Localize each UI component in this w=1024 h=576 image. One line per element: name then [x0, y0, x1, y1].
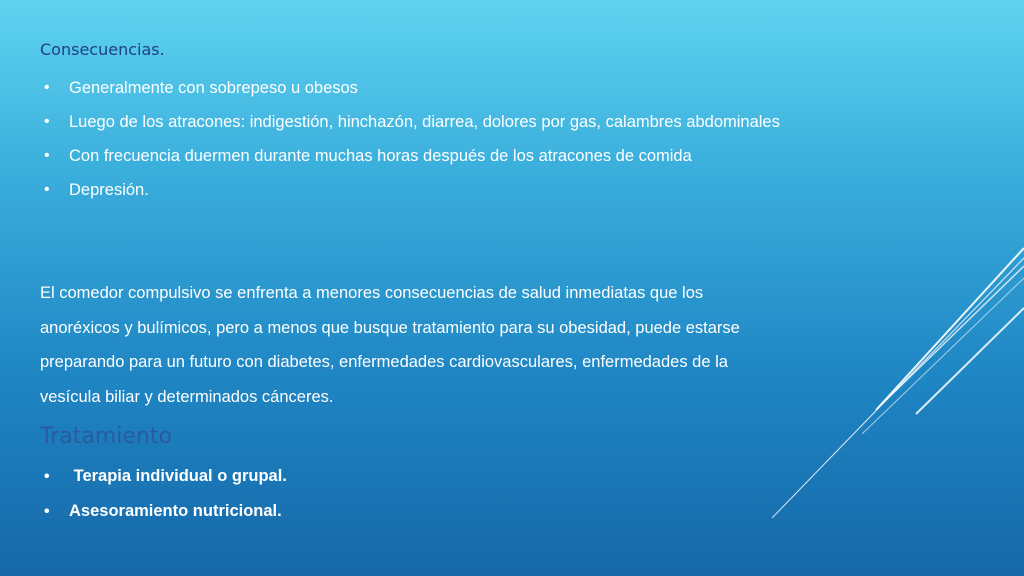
body-paragraph: El comedor compulsivo se enfrenta a menores consecuencias de salud inmediatas que los anoréxicos y bulímicos, pero a menos que busque tratamiento para su obesidad, puede estarse preparando para un futuro con diabetes, enfermedades cardiovasculares, enfermedades de la vesícula biliar y determinados cánceres.	[40, 284, 740, 406]
list-item	[40, 139, 800, 173]
section-heading-tratamiento: Tratamiento	[40, 424, 172, 449]
deco-line-4	[862, 278, 1024, 434]
bullet-icon: •	[44, 147, 50, 164]
bullet-icon: •	[44, 503, 50, 520]
deco-line-5	[772, 258, 1024, 518]
section-heading-consecuencias: Consecuencias.	[40, 40, 165, 59]
list-item	[40, 105, 800, 139]
list-item	[40, 71, 800, 105]
bullet-icon: •	[44, 181, 50, 198]
treatment-list	[40, 459, 800, 529]
deco-line-2	[882, 266, 1024, 404]
bullet-icon: •	[44, 468, 50, 485]
list-item-text: Depresión.	[69, 181, 149, 199]
deco-line-3	[916, 308, 1024, 414]
list-item-text: Terapia individual o grupal.	[69, 467, 287, 485]
list-item-text: Con frecuencia duermen durante muchas horas después de los atracones de comida	[69, 147, 692, 165]
bullet-icon: •	[44, 113, 50, 130]
list-item	[40, 173, 800, 207]
list-item-text: Asesoramiento nutricional.	[69, 502, 282, 520]
consequences-list	[40, 71, 800, 207]
list-item	[40, 459, 800, 494]
list-item-text: Luego de los atracones: indigestión, hinchazón, diarrea, dolores por gas, calambres abdominales	[69, 113, 780, 131]
bullet-icon: •	[44, 79, 50, 96]
list-item-text: Generalmente con sobrepeso u obesos	[69, 79, 358, 97]
list-item	[40, 494, 800, 529]
